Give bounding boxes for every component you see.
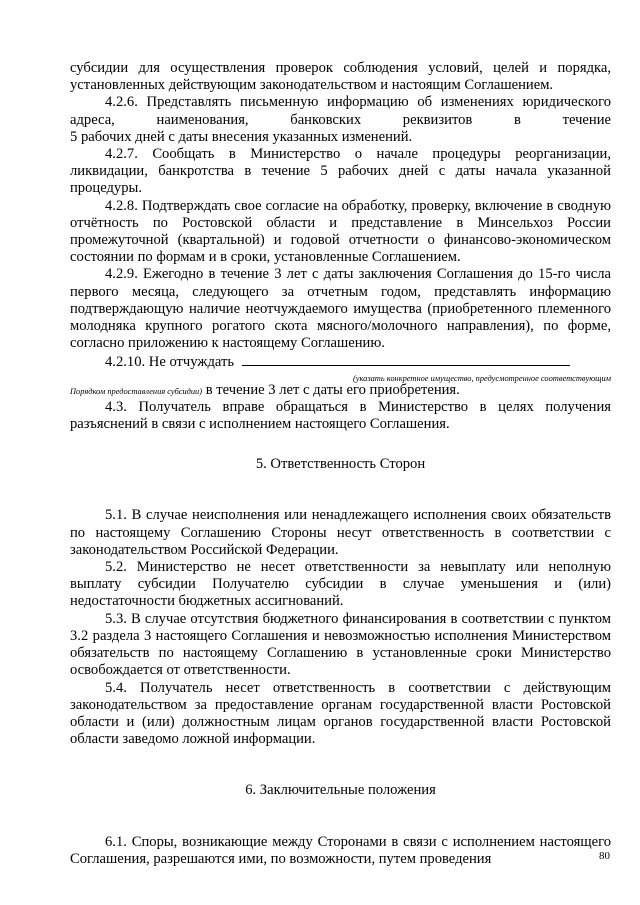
paragraph-5-2: 5.2. Министерство не несет ответственности за невыплату или неполную выплату субсидии Получателю субсидии в случае уменьшения и (или) недостаточности бюджетных ассигнований. <box>70 559 611 610</box>
paragraph-4-2-7: 4.2.7. Сообщать в Министерство о начале процедуры реорганизации, ликвидации, банкротства в течение 5 рабочих дней с даты начала указанной процедуры. <box>70 146 611 197</box>
paragraph-5-4: 5.4. Получатель несет ответственность в соответствии с действующим законодательством за предоставление органам государственной власти Ростовской области и (или) должностным лицам органов государственной власти Ростовской области заведомо ложной информации. <box>70 679 611 748</box>
document-page <box>70 60 611 868</box>
paragraph-4-2-6: 4.2.6. Представлять письменную информацию об изменениях юридического адреса, наименования, банковских реквизитов в течение <box>70 94 611 128</box>
paragraph-4-2-10-label: 4.2.10. Не отчуждать <box>105 354 235 371</box>
paragraph-4-3: 4.3. Получатель вправе обращаться в Министерство в целях получения разъяснений в связи с исполнением настоящего Соглашения. <box>70 398 611 433</box>
paragraph-5-1: 5.1. В случае неисполнения или ненадлежащего исполнения своих обязательств по настоящему Соглашению Стороны несут ответственность в соответствии с законодательством Российской Федерации. <box>70 507 611 558</box>
paragraph-4-2-10-continuation <box>70 382 611 399</box>
footnote-order: Порядком предоставления субсидии) <box>70 386 203 396</box>
section-heading-6: 6. Заключительные положения <box>245 782 436 799</box>
page-number: 80 <box>599 850 610 862</box>
paragraph-4-2-10-end: в течение 3 лет с даты его приобретения. <box>202 381 460 398</box>
fill-in-line <box>242 352 570 366</box>
paragraph-continuation: субсидии для осуществления проверок соблюдения условий, целей и порядка, установленных действующим законодательством и настоящим Соглашением. <box>70 60 611 94</box>
footnote-property: (указать конкретное имущество, предусмотренное соответствующим <box>352 373 611 383</box>
paragraph-4-2-8: 4.2.8. Подтверждать свое согласие на обработку, проверку, включение в сводную отчётность по Ростовской области и представление в Минсельхоз России промежуточной (квартальной) и годовой отчетности о финансово-экономическом состоянии по формам и в сроки, установленные Соглашением. <box>70 197 611 266</box>
paragraph-4-2-6-end: 5 рабочих дней с даты внесения указанных изменений. <box>70 128 413 145</box>
paragraph-5-3: 5.3. В случае отсутствия бюджетного финансирования в соответствии с пунктом 3.2 раздела 3 настоящего Соглашения и невозможностью исполнения Министерством обязательств по настоящему Соглашению в установленные сроки Министерство освобождается от ответственности. <box>70 610 611 679</box>
paragraph-4-2-10 <box>70 352 611 371</box>
section-heading-5: 5. Ответственность Сторон <box>255 456 426 473</box>
paragraph-4-2-9: 4.2.9. Ежегодно в течение 3 лет с даты заключения Соглашения до 15-го числа первого месяца, следующего за отчетным годом, представлять информацию подтверждающую наличие неотчуждаемого имущества (приобретенного племенного молодняка крупного рогатого скота мясного/молочного направления), по форме, согласно приложению к настоящему Соглашению. <box>70 266 611 352</box>
paragraph-6-1: 6.1. Споры, возникающие между Сторонами в связи с исполнением настоящего Соглашения, разрешаются ими, по возможности, путем проведения <box>70 833 611 867</box>
